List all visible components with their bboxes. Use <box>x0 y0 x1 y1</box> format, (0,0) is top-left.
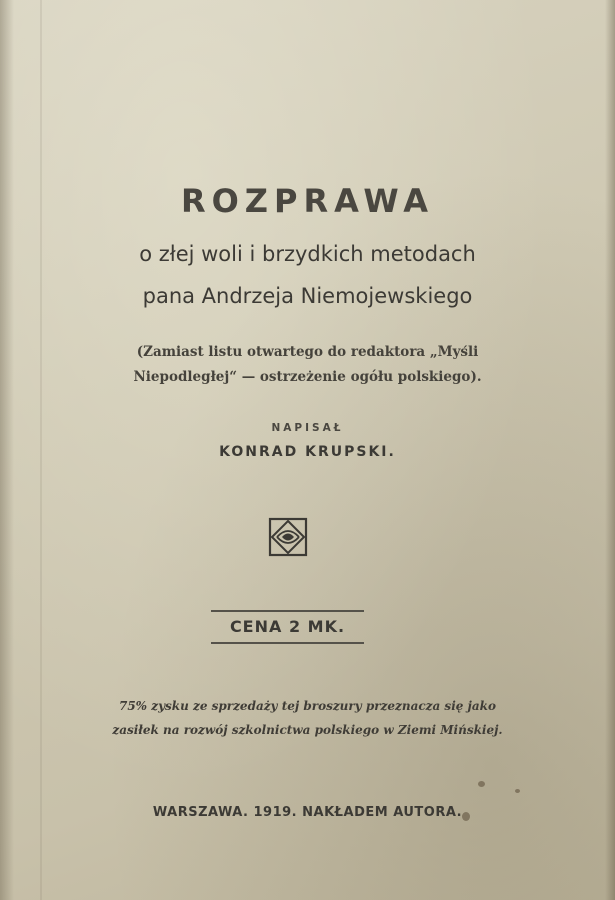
cover-title: ROZPRAWA <box>180 182 435 220</box>
paper-stain <box>462 812 470 821</box>
author-name: KONRAD KRUPSKI. <box>219 444 396 460</box>
ornamental-emblem-icon <box>268 517 308 557</box>
subtitle-line-2: pana Andrzeja Niemojewskiego <box>142 284 473 308</box>
written-by-label: NAPISAŁ <box>271 422 344 434</box>
publisher-imprint: WARSZAWA. 1919. NAKŁADEM AUTORA. <box>152 805 463 820</box>
paper-stain <box>478 781 485 787</box>
proceeds-note-line-2: zasiłek na rozwój szkolnictwa polskiego w Ziemi Mińskiej. <box>112 723 503 737</box>
parenthetical-note-line-2: Niepodległej“ — ostrzeżenie ogółu polskiego). <box>133 369 482 385</box>
paper-stain <box>515 789 520 793</box>
proceeds-note-line-1: 75% zysku ze sprzedaży tej broszury przeznacza się jako <box>118 699 496 713</box>
parenthetical-note-line-1: (Zamiast listu otwartego do redaktora „Myśli <box>136 344 479 360</box>
price-box <box>211 610 364 644</box>
subtitle-line-1: o złej woli i brzydkich metodach <box>139 242 476 266</box>
price-label: CENA 2 MK. <box>229 617 346 636</box>
